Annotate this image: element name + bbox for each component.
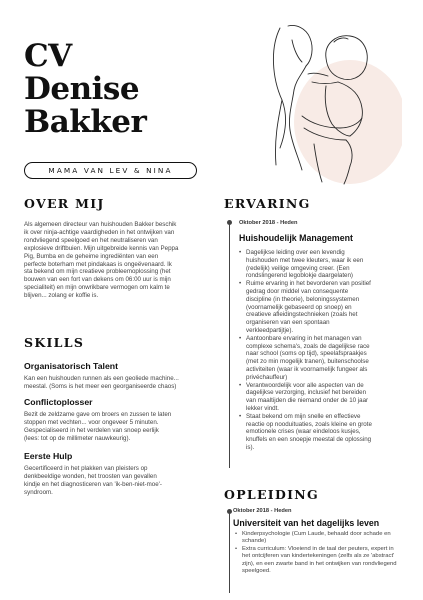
education-bullets <box>235 531 415 575</box>
skill-line: stoppen met vechten... voor ongeveer 5 minuten. <box>24 418 159 426</box>
about-line: blijven... zolang er koffie is. <box>24 292 99 300</box>
about-line: sta bekend om mijn creatieve probleemoplossing (het <box>24 268 171 276</box>
skill-line: syndroom. <box>24 488 53 496</box>
about-line: bouwen van een fort van dekens om 06:00 uur is mijn <box>24 276 171 284</box>
section-heading-skills: SKILLS <box>24 335 85 350</box>
timeline-dot <box>227 509 232 514</box>
skill-description <box>24 411 219 443</box>
list-item: • Dagelijkse leiding over een levendig huishouden met twee kleuters, waar ik een (redelijk) veilige omgeving creer. (Een rondslingerend legoblokje daargelaten) <box>239 249 409 280</box>
about-line: rondvliegend speelgoed en het neutraliseren van <box>24 236 158 244</box>
about-text <box>24 221 219 300</box>
timeline-dot <box>227 220 232 225</box>
section-heading-education: OPLEIDING <box>224 487 319 502</box>
skill-description <box>24 375 219 391</box>
title-line: Bakker <box>24 104 147 140</box>
skill-description <box>24 465 219 497</box>
about-line: specialiteit) en mijn onwrikbare vermogen om kalm te <box>24 284 170 292</box>
timeline-line <box>229 222 230 468</box>
skill-line: meestal. (Soms is het meer een georganiseerde chaos) <box>24 382 177 390</box>
skill-line: denkbeeldige wonden, het troosten van gevallen <box>24 472 157 480</box>
skill-line: Kan een huishouden runnen als een geoliede machine... <box>24 375 179 382</box>
list-item: • Aantoonbare ervaring in het managen van complexe schema's, zoals de dagelijkse race naar school (soms op tijd), speelafspraakjes (met zo min mogelijk tranen), buitenschoolse activiteiten (waar ik voornamelijk fungeer als privéchauffeur) <box>239 335 409 382</box>
skill-line: Bezit de zeldzame gave om broers en zussen te laten <box>24 411 172 418</box>
about-line: Pig, Bumba en de geheime ingrediënten van een <box>24 252 159 260</box>
experience-date: Oktober 2018 - Heden <box>239 220 298 226</box>
about-line: Als algemeen directeur van huishouden Bakker beschik <box>24 221 177 228</box>
skill-title: Eerste Hulp <box>24 451 73 461</box>
skill-line: kindje en het diagnosticeren van 'ik-ben-niet-moe'- <box>24 480 162 488</box>
timeline-line <box>229 511 230 593</box>
experience-title: Huishoudelijk Management <box>239 233 353 243</box>
list-item: • Kinderpsychologie (Cum Laude, behaald door schade en schande) <box>235 531 415 546</box>
section-heading-about: OVER MIJ <box>24 196 105 211</box>
about-line: perfecte boterham met pindakaas is ongeëvenaard. Ik <box>24 260 172 268</box>
skill-title: Conflictoplosser <box>24 397 93 407</box>
skill-title: Organisatorisch Talent <box>24 361 118 371</box>
education-title: Universiteit van het dagelijks leven <box>233 518 380 528</box>
subtitle-pill: MAMA VAN LEV & NINA <box>24 162 197 179</box>
list-item: • Extra curriculum: Vloeiend in de taal der peuters, expert in het ontcijferen van kindertekeningen (zelfs als ze 'abstract' zijn), en een zwarte band in het ontwijken van rondvliegend speelgoed. <box>235 546 415 576</box>
skill-line: (lees: tot op de millimeter nauwkeurig). <box>24 434 131 442</box>
about-line: ik over ninja-achtige vaardigheden in het ontwijken van <box>24 228 175 236</box>
list-item: • Verantwoordelijk voor alle aspecten van de dagelijkse verzorging, inclusief het bereiden van maaltijden die niemand onder de 10 jaar lekker vindt. <box>239 382 409 413</box>
section-heading-experience: ERVARING <box>224 196 311 211</box>
mother-child-illustration <box>252 20 402 185</box>
education-date: Oktober 2018 - Heden <box>233 508 292 514</box>
list-item: • Staat bekend om mijn snelle en effectieve reactie op nooduituaties, zoals kleine en grote emotionele crises (waar eindeloos kusjes, knuffels en een snoepje meestal de oplossing is). <box>239 413 409 452</box>
skill-line: Gecertificeerd in het plakken van pleisters op <box>24 465 148 472</box>
title-line: CV <box>24 38 72 74</box>
skill-line: Gespecialiseerd in het verdelen van snoep eerlijk <box>24 426 159 434</box>
about-line: explosieve driftbuien. Mijn uitgebreide kennis van Peppa <box>24 244 179 252</box>
cv-name-title <box>24 40 146 139</box>
list-item: • Ruime ervaring in het bevorderen van positief gedrag door middel van consequente discipline (in theorie), beloningssystemen (voornamelijk gebaseerd op snoep) en creatieve afleidingstechnieken (zoals het organiseren van een spontaan verkleedpartijtje). <box>239 280 409 335</box>
experience-bullets <box>239 249 409 452</box>
title-line: Denise <box>24 71 140 107</box>
